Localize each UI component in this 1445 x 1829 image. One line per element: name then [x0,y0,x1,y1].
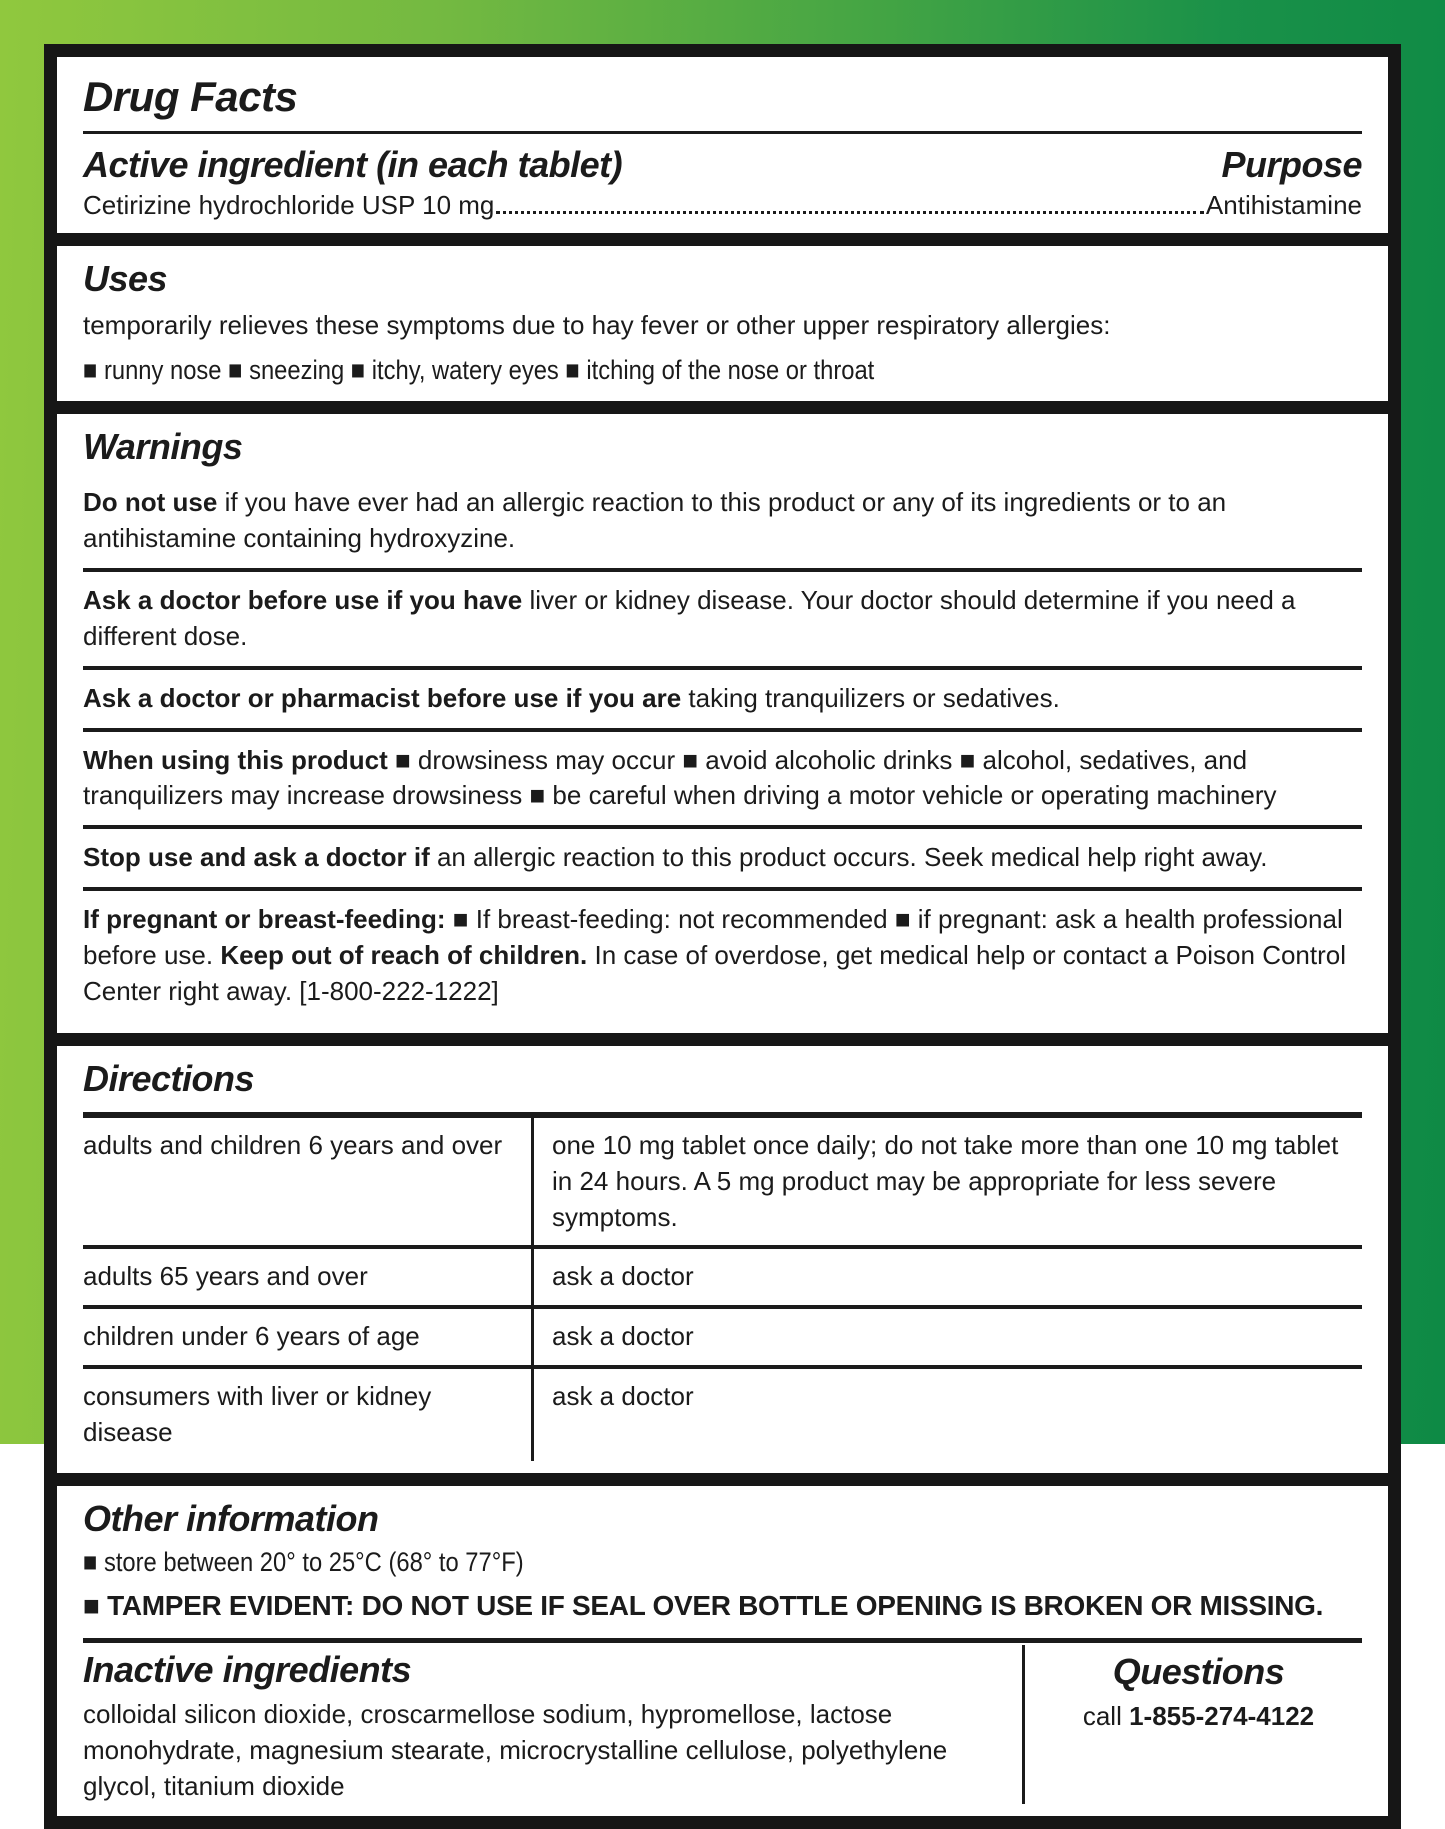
inactive-ingredients-list: colloidal silicon dioxide, croscarmellose sodium, hypromellose, lactose monohydrate, magnesium stearate, microcrystalline cellulose, polyethylene glycol, titanium dioxide [83,1698,948,1801]
drug-facts-label [44,44,1401,1829]
phone-number: 1-855-274-4122 [1129,1700,1315,1731]
warning-do-not-use: Do not use if you have ever had an allergic reaction to this product or any of its ingredients or to an antihistamine containing hydroxyzine. [83,487,1227,553]
table-cell-dose: ask a doctor [531,1245,1362,1305]
section-header [57,57,1388,233]
table-cell-who: consumers with liver or kidney disease [83,1365,531,1461]
inactive-ingredients-block [83,1645,1022,1805]
table-cell-dose: one 10 mg tablet once daily; do not take more than one 10 mg tablet in 24 hours. A 5 mg product may be appropriate for less severe symptoms. [531,1118,1362,1246]
section-directions [57,1046,1388,1473]
questions-block [1022,1645,1362,1805]
divider [83,1638,1362,1643]
inactive-ingredients-heading: Inactive ingredients [83,1648,412,1690]
tamper-evident-notice: ■ TAMPER EVIDENT: DO NOT USE IF SEAL OVER BOTTLE OPENING IS BROKEN OR MISSING. [83,1590,1324,1622]
directions-table [83,1112,1362,1461]
other-information-heading: Other information [83,1497,379,1539]
warning-stop-use: Stop use and ask a doctor if an allergic reaction to this product occurs. Seek medical help right away. [83,825,1362,887]
table-cell-dose: ask a doctor [531,1305,1362,1365]
table-cell-who: adults 65 years and over [83,1245,531,1305]
uses-intro: temporarily relieves these symptoms due to hay fever or other upper respiratory allergies: [83,310,1111,340]
page-title: Drug Facts [83,73,298,120]
section-warnings [57,414,1388,1033]
active-ingredient-name: Cetirizine hydrochloride USP 10 mg [83,190,495,220]
purpose-heading: Purpose [1221,144,1362,185]
table-cell-who: adults and children 6 years and over [83,1129,503,1160]
dot-leader [496,211,1204,214]
questions-heading: Questions [1112,1650,1285,1692]
questions-phone-line: call 1-855-274-4122 [1082,1700,1315,1731]
warning-pregnant: If pregnant or breast-feeding: ■ If breast-feeding: not recommended ■ if pregnant: ask a health professional before use. Keep out of reach of children. In case of overdose, get medical help or contact a Poison Control Center right away. [1-800-222-1222] [83,887,1362,1021]
active-ingredient-value-row [83,190,1362,221]
inactive-questions-row [83,1645,1362,1805]
section-uses [57,246,1388,401]
active-ingredient-row [83,140,1362,188]
warning-when-using: When using this product ■ drowsiness may occur ■ avoid alcoholic drinks ■ alcohol, sedatives, and tranquilizers may increase drowsiness ■ be careful when driving a motor vehicle or operating machinery [83,728,1362,826]
uses-symptom-list: ■ runny nose ■ sneezing ■ itchy, watery eyes ■ itching of the nose or throat [83,354,875,385]
table-cell-who: children under 6 years of age [83,1305,531,1365]
warning-ask-doctor: Ask a doctor before use if you have liver or kidney disease. Your doctor should determine if you need a different dose. [83,568,1362,666]
storage-instruction: ■ store between 20° to 25°C (68° to 77°F) [83,1546,524,1577]
warnings-heading: Warnings [83,426,243,468]
active-ingredient-heading: Active ingredient (in each tablet) [83,144,623,185]
divider [83,131,1362,134]
table-cell-dose: ask a doctor [531,1365,1362,1461]
warning-ask-pharmacist: Ask a doctor or pharmacist before use if you are taking tranquilizers or sedatives. [83,666,1362,728]
uses-heading: Uses [83,258,168,299]
purpose-value: Antihistamine [1205,190,1362,220]
directions-heading: Directions [83,1057,255,1099]
section-other-information [57,1486,1388,1817]
